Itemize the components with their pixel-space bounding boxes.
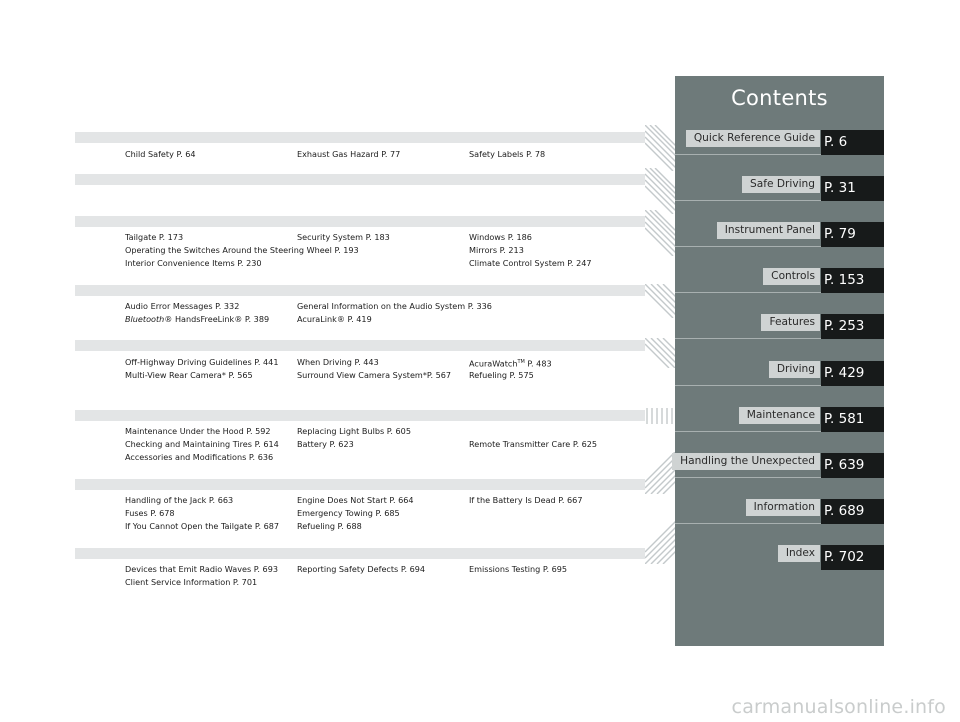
tab-divider	[675, 338, 821, 339]
tab-page-number: P. 639	[821, 453, 884, 478]
link-remote-transmitter[interactable]: Remote Transmitter Care P. 625	[469, 439, 598, 449]
tab-label: Features	[761, 314, 820, 331]
link-refueling-2[interactable]: Refueling P. 688	[297, 521, 362, 531]
tab-divider	[675, 246, 821, 247]
tab-label: Handling the Unexpected	[672, 453, 820, 470]
tab-divider	[675, 292, 821, 293]
tab-divider	[675, 200, 821, 201]
link-client-service[interactable]: Client Service Information P. 701	[125, 577, 258, 587]
tab-page-number: P. 702	[821, 545, 884, 570]
link-audio-general-info[interactable]: General Information on the Audio System P. 336	[297, 301, 492, 311]
tab-divider	[675, 431, 821, 432]
link-acuralink[interactable]: AcuraLink® P. 419	[297, 314, 372, 324]
tab-divider	[675, 523, 821, 524]
section-band-safe-driving	[75, 132, 645, 143]
tab-divider	[675, 477, 821, 478]
link-windows[interactable]: Windows P. 186	[469, 232, 532, 242]
acurawatch-page: P. 483	[524, 358, 552, 369]
tab-page-number: P. 429	[821, 361, 884, 386]
tab-maintenance[interactable]	[675, 407, 884, 432]
tab-page-number: P. 153	[821, 268, 884, 293]
tab-label: Instrument Panel	[717, 222, 820, 239]
link-tailgate-open[interactable]: If You Cannot Open the Tailgate P. 687	[125, 521, 280, 531]
tab-index[interactable]	[675, 545, 884, 570]
tab-label: Quick Reference Guide	[686, 130, 820, 147]
link-child-safety[interactable]: Child Safety P. 64	[125, 149, 196, 159]
tab-divider	[675, 385, 821, 386]
section-band-instrument-panel	[75, 174, 645, 185]
link-audio-error-messages[interactable]: Audio Error Messages P. 332	[125, 301, 240, 311]
section-band-handling-unexpected	[75, 479, 645, 490]
tab-divider	[675, 154, 821, 155]
tab-label: Index	[778, 545, 820, 562]
link-bluetooth-handsfreelink[interactable]	[125, 313, 269, 326]
link-tailgate[interactable]: Tailgate P. 173	[125, 232, 184, 242]
link-surround-view[interactable]: Surround View Camera System*P. 567	[297, 370, 452, 380]
tab-page-number: P. 253	[821, 314, 884, 339]
tab-page-number: P. 6	[821, 130, 884, 155]
link-steering-switches[interactable]: Operating the Switches Around the Steering Wheel P. 193	[125, 245, 359, 255]
tab-page-number: P. 689	[821, 499, 884, 524]
section-band-controls	[75, 216, 645, 227]
link-security-system[interactable]: Security System P. 183	[297, 232, 390, 242]
section-band-features	[75, 285, 645, 296]
link-engine-not-start[interactable]: Engine Does Not Start P. 664	[297, 495, 414, 505]
tab-label: Controls	[763, 268, 820, 285]
section-band-information	[75, 548, 645, 559]
tab-safe-driving[interactable]	[675, 176, 884, 201]
section-band-maintenance	[75, 410, 645, 421]
tab-page-number: P. 31	[821, 176, 884, 201]
link-battery[interactable]: Battery P. 623	[297, 439, 354, 449]
link-emergency-towing[interactable]: Emergency Towing P. 685	[297, 508, 400, 518]
acurawatch-name: AcuraWatch	[469, 358, 518, 369]
tab-page-number: P. 79	[821, 222, 884, 247]
link-emissions-testing[interactable]: Emissions Testing P. 695	[469, 564, 568, 574]
link-off-highway[interactable]: Off-Highway Driving Guidelines P. 441	[125, 357, 279, 367]
tab-features[interactable]	[675, 314, 884, 339]
link-safety-labels[interactable]: Safety Labels P. 78	[469, 149, 546, 159]
link-battery-dead[interactable]: If the Battery Is Dead P. 667	[469, 495, 583, 505]
section-band-driving	[75, 340, 645, 351]
trademark-mark: TM	[517, 359, 525, 365]
tab-page-number: P. 581	[821, 407, 884, 432]
tab-controls[interactable]	[675, 268, 884, 293]
tab-quick-reference-guide[interactable]	[675, 130, 884, 155]
link-rear-camera[interactable]: Multi-View Rear Camera* P. 565	[125, 370, 253, 380]
link-safety-defects[interactable]: Reporting Safety Defects P. 694	[297, 564, 426, 574]
link-accessories[interactable]: Accessories and Modifications P. 636	[125, 452, 274, 462]
link-jack[interactable]: Handling of the Jack P. 663	[125, 495, 234, 505]
link-mirrors[interactable]: Mirrors P. 213	[469, 245, 524, 255]
link-radio-waves[interactable]: Devices that Emit Radio Waves P. 693	[125, 564, 279, 574]
link-when-driving[interactable]: When Driving P. 443	[297, 357, 379, 367]
link-climate-control[interactable]: Climate Control System P. 247	[469, 258, 592, 268]
link-refueling[interactable]: Refueling P. 575	[469, 370, 534, 380]
watermark-text: carmanualsonline.info	[731, 696, 946, 718]
tab-driving[interactable]	[675, 361, 884, 386]
tab-information[interactable]	[675, 499, 884, 524]
tab-label: Maintenance	[739, 407, 820, 424]
link-exhaust-gas-hazard[interactable]: Exhaust Gas Hazard P. 77	[297, 149, 401, 159]
link-tires[interactable]: Checking and Maintaining Tires P. 614	[125, 439, 279, 449]
contents-title: Contents	[731, 86, 828, 110]
tab-instrument-panel[interactable]	[675, 222, 884, 247]
link-fuses[interactable]: Fuses P. 678	[125, 508, 175, 518]
tab-label: Driving	[769, 361, 820, 378]
link-interior-convenience[interactable]: Interior Convenience Items P. 230	[125, 258, 262, 268]
bluetooth-page-text: ® HandsFreeLink® P. 389	[164, 314, 270, 324]
tab-handling-the-unexpected[interactable]	[675, 453, 884, 478]
tab-label: Safe Driving	[742, 176, 820, 193]
tab-label: Information	[746, 499, 820, 516]
link-light-bulbs[interactable]: Replacing Light Bulbs P. 605	[297, 426, 411, 436]
link-maintenance-hood[interactable]: Maintenance Under the Hood P. 592	[125, 426, 271, 436]
bluetooth-brand-text: Bluetooth	[125, 314, 165, 324]
